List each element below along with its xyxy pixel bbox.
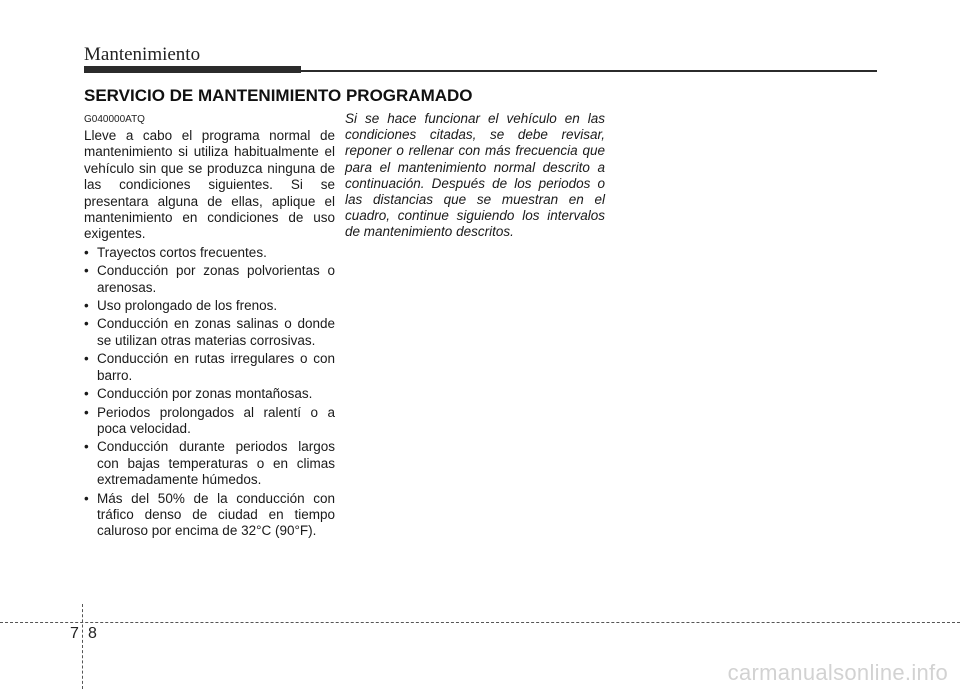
page-number: 8 bbox=[88, 625, 97, 642]
list-item: • Conducción en zonas salinas o donde se utilizan otras materias corrosivas. bbox=[84, 316, 335, 348]
list-item: • Conducción por zonas montañosas. bbox=[84, 386, 313, 402]
section-title: SERVICIO DE MANTENIMIENTO PROGRAMADO bbox=[84, 86, 473, 105]
list-item: • Conducción durante periodos largos con bajas temperaturas o en climas extremadamente húmedos. bbox=[84, 439, 335, 488]
left-column bbox=[84, 128, 335, 542]
list-item: • Uso prolongado de los frenos. bbox=[84, 298, 278, 314]
list-item: • Conducción en rutas irregulares o con barro. bbox=[84, 351, 335, 383]
bullet-icon: • bbox=[84, 244, 89, 260]
bullet-icon: • bbox=[84, 490, 89, 506]
page-header-title: Mantenimiento bbox=[84, 44, 201, 65]
conditions-list bbox=[84, 245, 335, 540]
footer-rule-horizontal bbox=[0, 622, 960, 623]
header-rule-thin bbox=[301, 70, 877, 72]
bullet-icon: • bbox=[84, 351, 89, 367]
header-rule-thick bbox=[84, 66, 301, 73]
bullet-icon: • bbox=[84, 386, 89, 402]
document-code: G040000ATQ bbox=[84, 114, 145, 125]
list-item: • Trayectos cortos frecuentes. bbox=[84, 244, 267, 260]
right-column-note: Si se hace funcionar el vehículo en las condiciones citadas, se debe revisar, reponer o rellenar con más frecuencia que para el mantenimiento normal descrito a continuación. Después de los periodos o las distancias que se muestran en el cuadro, continue siguiendo los intervalos de mantenimiento descritos. bbox=[345, 111, 605, 240]
bullet-icon: • bbox=[84, 263, 89, 279]
intro-paragraph: Lleve a cabo el programa normal de mantenimiento si utiliza habitualmente el vehículo sin que se produzca ninguna de las condiciones siguientes. Si se presentara alguna de ellas, aplique el mantenimiento en condiciones de uso exigentes. bbox=[84, 128, 335, 242]
list-item: • Periodos prolongados al ralentí o a poca velocidad. bbox=[84, 404, 335, 436]
list-item: • Más del 50% de la conducción con tráfico denso de ciudad en tiempo caluroso por encima de 32°C (90°F). bbox=[84, 490, 335, 539]
footer-rule-vertical bbox=[82, 604, 83, 689]
bullet-icon: • bbox=[84, 298, 89, 314]
bullet-icon: • bbox=[84, 316, 89, 332]
list-item: • Conducción por zonas polvorientas o arenosas. bbox=[84, 263, 335, 295]
bullet-icon: • bbox=[84, 404, 89, 420]
bullet-icon: • bbox=[84, 439, 89, 455]
watermark: carmanualsonline.info bbox=[727, 660, 948, 685]
page-chapter-number: 7 bbox=[70, 625, 79, 642]
